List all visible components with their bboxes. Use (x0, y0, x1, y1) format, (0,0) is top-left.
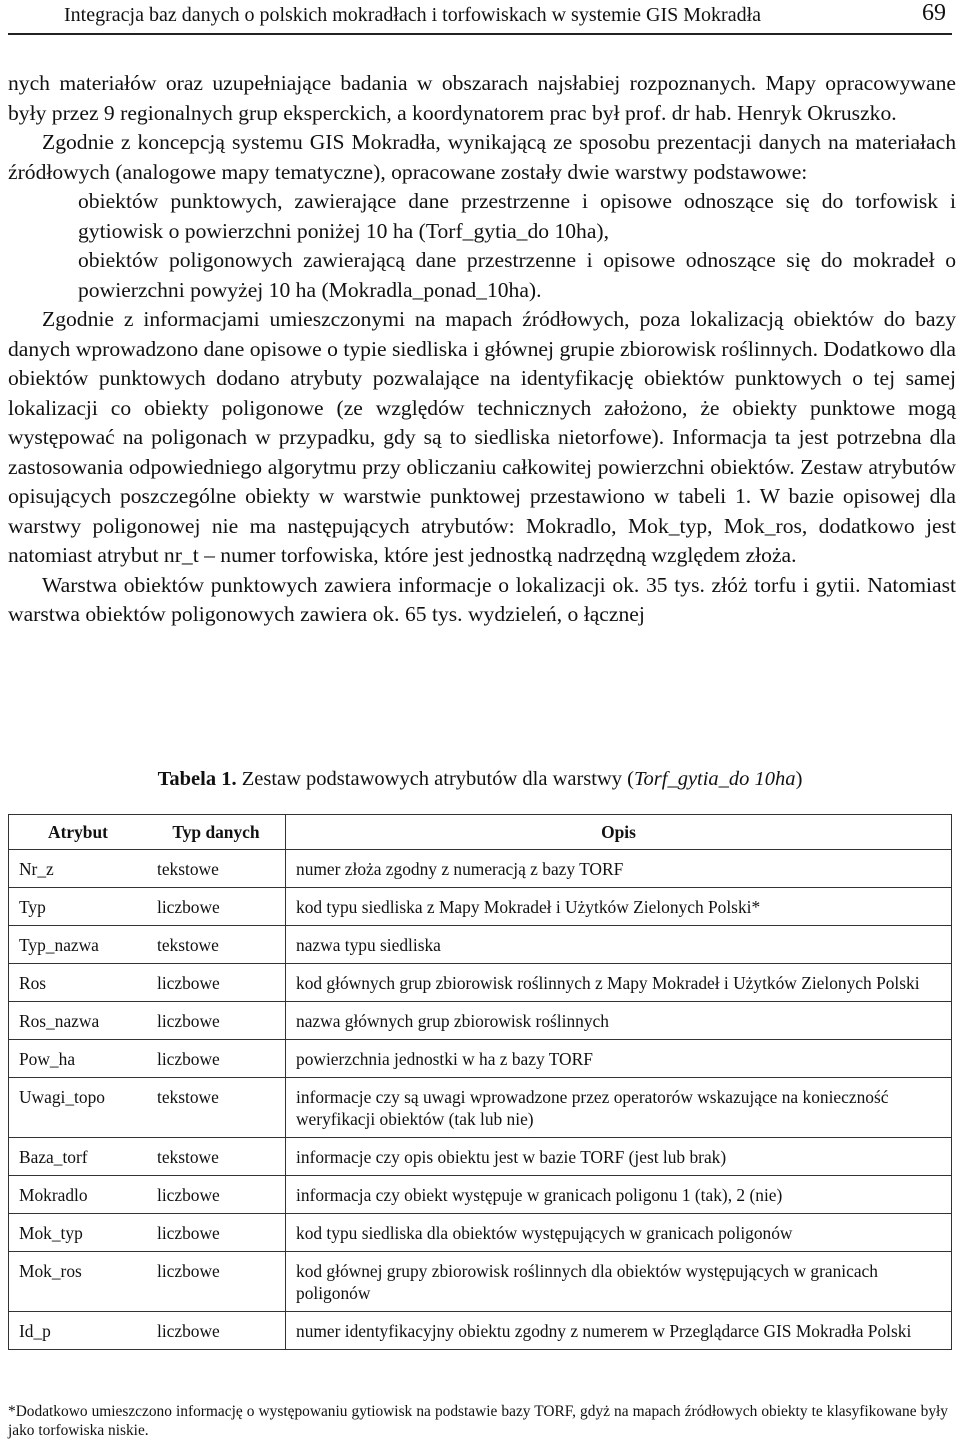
cell-data-type: liczbowe (147, 1312, 286, 1350)
cell-data-type: liczbowe (147, 1214, 286, 1252)
table-row (9, 1252, 952, 1312)
cell-description: informacje czy są uwagi wprowadzone przez operatorów wskazujące na konieczność weryfikacji obiektów (tak lub nie) (286, 1078, 952, 1138)
cell-data-type: tekstowe (147, 926, 286, 964)
list-item-text: obiektów punktowych, zawierające dane przestrzenne i opisowe odnoszące się do torfowisk i gytiowisk o powierzchni poniżej 10 ha (Torf_gytia_do 10ha), (78, 189, 956, 243)
cell-attribute: Id_p (9, 1312, 148, 1350)
column-header-attribute: Atrybut (9, 815, 148, 850)
table-row (9, 1002, 952, 1040)
cell-data-type: liczbowe (147, 1176, 286, 1214)
caption-label: Tabela 1. (157, 768, 237, 790)
table-footnote: *Dodatkowo umieszczono informację o występowaniu gytiowisk na podstawie bazy TORF, gdyż na mapach źródłowych obiekty te klasyfikowane były jako torfowiska niskie. (8, 1403, 948, 1439)
cell-attribute: Pow_ha (9, 1040, 148, 1078)
cell-description: nazwa typu siedliska (286, 926, 952, 964)
table-row (9, 964, 952, 1002)
table-row (9, 888, 952, 926)
caption-end: ) (795, 768, 803, 790)
cell-description: kod typu siedliska dla obiektów występujących w granicach poligonów (286, 1214, 952, 1252)
cell-attribute: Ros (9, 964, 148, 1002)
cell-data-type: liczbowe (147, 1002, 286, 1040)
table-row (9, 1138, 952, 1176)
cell-attribute: Typ_nazwa (9, 926, 148, 964)
cell-data-type: liczbowe (147, 888, 286, 926)
cell-description: informacja czy obiekt występuje w granicach poligonu 1 (tak), 2 (nie) (286, 1176, 952, 1214)
bullet-icon (22, 258, 36, 267)
paragraph-3: Zgodnie z informacjami umieszczonymi na mapach źródłowych, poza lokalizacją obiektów do bazy danych wprowadzono dane opisowe o typie siedliska i głównej grupie zbiorowisk roślinnych. Dodatkowo dla obiektów punktowych dodano atrybuty pozwalające na identyfikację obiektów punktowych o tej samej lokalizacji co obiekty poligonowe (ze względów technicznych założono, że obiekty punktowe mogą występować na poligonach w przypadku, gdy są to siedliska nietorfowe). Informacja ta jest potrzebna dla zastosowania odpowiedniego algorytmu przy obliczaniu całkowitej powierzchni obiektów. Zestaw atrybutów opisujących poszczególne obiekty w warstwie punktowej przestawiono w tabeli 1. W bazie opisowej dla warstwy poligonowej nie ma następujących atrybutów: Mokradlo, Mok_typ, Mok_ros, dodatkowo jest natomiast atrybut nr_t – numer torfowiska, które jest jednostką nadrzędną względem złoża. (8, 307, 956, 567)
cell-attribute: Mok_typ (9, 1214, 148, 1252)
cell-attribute: Typ (9, 888, 148, 926)
cell-description: kod głównej grupy zbiorowisk roślinnych dla obiektów występujących w granicach poligonów (286, 1252, 952, 1312)
column-header-description: Opis (286, 815, 952, 850)
cell-attribute: Uwagi_topo (9, 1078, 148, 1138)
list-item (8, 187, 956, 246)
page-header (8, 0, 952, 35)
cell-attribute: Nr_z (9, 850, 148, 888)
cell-attribute: Mokradlo (9, 1176, 148, 1214)
column-header-data-type: Typ danych (147, 815, 286, 850)
bullet-icon (22, 199, 36, 208)
layer-list (8, 187, 956, 305)
cell-attribute: Baza_torf (9, 1138, 148, 1176)
table-row (9, 1176, 952, 1214)
attributes-table (8, 814, 952, 1350)
cell-description: informacje czy opis obiektu jest w bazie TORF (jest lub brak) (286, 1138, 952, 1176)
table-row (9, 1312, 952, 1350)
table-row (9, 1040, 952, 1078)
cell-data-type: liczbowe (147, 1252, 286, 1312)
cell-data-type: tekstowe (147, 850, 286, 888)
caption-text: Zestaw podstawowych atrybutów dla warstwy ( (241, 768, 634, 790)
page-number: 69 (922, 0, 946, 26)
cell-data-type: tekstowe (147, 1138, 286, 1176)
table-row (9, 1078, 952, 1138)
cell-description: kod typu siedliska z Mapy Mokradeł i Użytków Zielonych Polski* (286, 888, 952, 926)
cell-description: nazwa głównych grup zbiorowisk roślinnych (286, 1002, 952, 1040)
caption-layer-name: Torf_gytia_do 10ha (634, 768, 796, 790)
table-row (9, 926, 952, 964)
table-row (9, 850, 952, 888)
cell-data-type: tekstowe (147, 1078, 286, 1138)
table-caption (0, 768, 960, 791)
body-text (8, 69, 956, 630)
cell-data-type: liczbowe (147, 964, 286, 1002)
cell-data-type: liczbowe (147, 1040, 286, 1078)
list-item (8, 246, 956, 305)
paragraph-4: Warstwa obiektów punktowych zawiera informacje o lokalizacji ok. 35 tys. złóż torfu i gytii. Natomiast warstwa obiektów poligonowych zawiera ok. 65 tys. wydzieleń, o łącznej (8, 572, 956, 626)
running-title: Integracja baz danych o polskich mokradłach i torfowiskach w systemie GIS Mokradła (64, 4, 762, 26)
table-header-row (9, 815, 952, 850)
cell-description: numer złoża zgodny z numeracją z bazy TORF (286, 850, 952, 888)
paragraph-2: Zgodnie z koncepcją systemu GIS Mokradła, wynikającą ze sposobu prezentacji danych na materiałach źródłowych (analogowe mapy tematyczne), opracowane zostały dwie warstwy podstawowe: (8, 130, 956, 184)
cell-description: powierzchnia jednostki w ha z bazy TORF (286, 1040, 952, 1078)
cell-attribute: Mok_ros (9, 1252, 148, 1312)
list-item-text: obiektów poligonowych zawierającą dane przestrzenne i opisowe odnoszące się do mokradeł o powierzchni powyżej 10 ha (Mokradla_ponad_10ha). (78, 248, 956, 302)
cell-description: kod głównych grup zbiorowisk roślinnych z Mapy Mokradeł i Użytków Zielonych Polski (286, 964, 952, 1002)
cell-description: numer identyfikacyjny obiektu zgodny z numerem w Przeglądarce GIS Mokradła Polski (286, 1312, 952, 1350)
table-row (9, 1214, 952, 1252)
paragraph-1: nych materiałów oraz uzupełniające badania w obszarach najsłabiej rozpoznanych. Mapy opracowywane były przez 9 regionalnych grup eksperckich, a koordynatorem prac był prof. dr hab. Henryk Okruszko. (8, 71, 956, 125)
cell-attribute: Ros_nazwa (9, 1002, 148, 1040)
